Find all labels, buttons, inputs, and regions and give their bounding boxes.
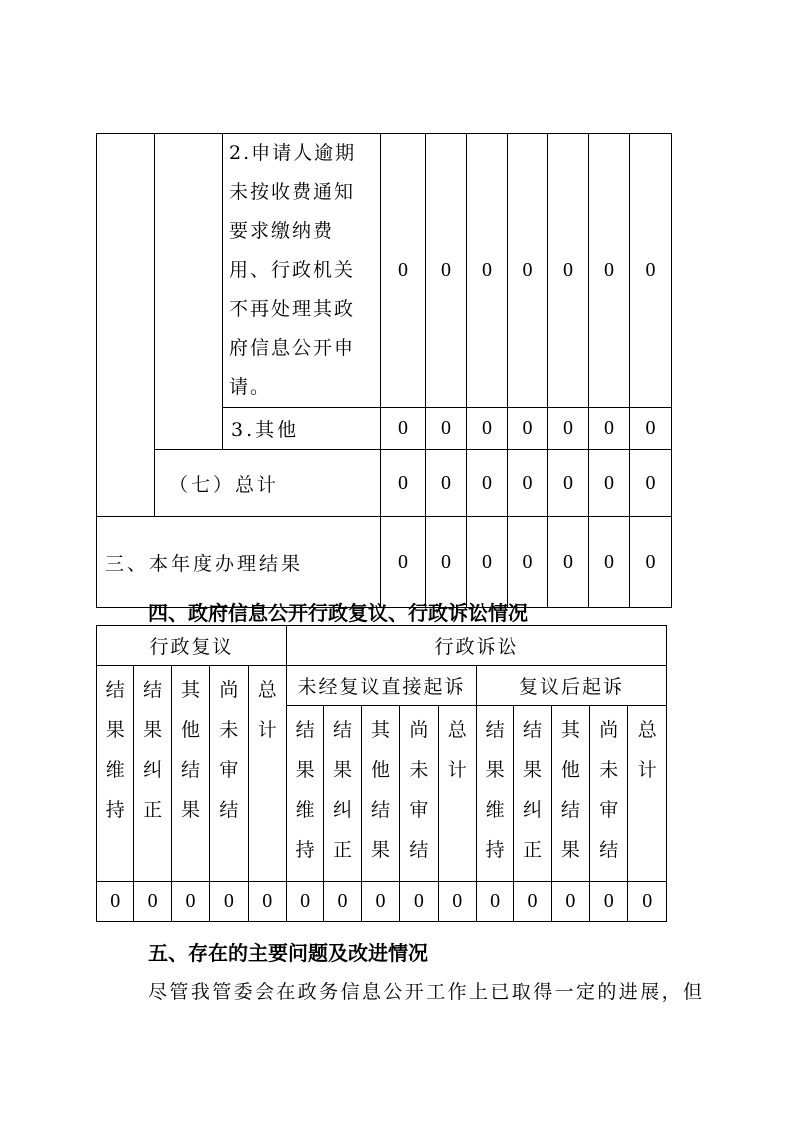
- result-label: 三、本年度办理结果: [97, 517, 381, 608]
- value-cell: 0: [589, 450, 630, 517]
- post-review-suit-header: 复议后起诉: [476, 666, 666, 706]
- value-cell: 0: [381, 134, 426, 408]
- value-cell: 0: [508, 517, 548, 608]
- total-row: [97, 450, 672, 517]
- values-row: [97, 882, 667, 922]
- value-cell: 0: [467, 134, 508, 408]
- value-cell: 0: [438, 882, 476, 922]
- header-row-1: [97, 626, 667, 666]
- post-col-3: 其他结果: [551, 706, 589, 882]
- review-col-3: 其他结果: [171, 666, 209, 882]
- value-cell: 0: [630, 517, 672, 608]
- value-cell: 0: [324, 882, 361, 922]
- admin-review-header: 行政复议: [97, 626, 287, 666]
- reason2-row: [97, 134, 672, 408]
- post-col-5: 总计: [628, 706, 667, 882]
- value-cell: 0: [628, 882, 667, 922]
- value-cell: 0: [426, 408, 467, 450]
- statistics-table-continued: [96, 133, 672, 608]
- value-cell: 0: [548, 517, 589, 608]
- value-cell: 0: [590, 882, 628, 922]
- reason3-label: 3.其他: [223, 408, 381, 450]
- direct-col-2: 结果纠正: [324, 706, 361, 882]
- post-col-2: 结果纠正: [514, 706, 551, 882]
- value-cell: 0: [400, 882, 438, 922]
- value-cell: 0: [630, 134, 672, 408]
- value-cell: 0: [134, 882, 171, 922]
- direct-col-4: 尚未审结: [400, 706, 438, 882]
- reason2-label: 2.申请人逾期未按收费通知要求缴纳费用、行政机关不再处理其政府信息公开申请。: [223, 134, 381, 408]
- section4-heading: 四、政府信息公开行政复议、行政诉讼情况: [148, 601, 528, 625]
- value-cell: 0: [630, 450, 672, 517]
- value-cell: 0: [381, 408, 426, 450]
- value-cell: 0: [467, 450, 508, 517]
- value-cell: 0: [248, 882, 286, 922]
- value-cell: 0: [589, 408, 630, 450]
- value-cell: 0: [508, 408, 548, 450]
- blank-cell: [97, 134, 155, 517]
- value-cell: 0: [551, 882, 589, 922]
- value-cell: 0: [381, 517, 426, 608]
- value-cell: 0: [508, 450, 548, 517]
- direct-col-1: 结果维持: [286, 706, 323, 882]
- value-cell: 0: [381, 450, 426, 517]
- review-col-2: 结果纠正: [134, 666, 171, 882]
- total-label: （七）总计: [155, 450, 381, 517]
- value-cell: 0: [476, 882, 513, 922]
- direct-suit-header: 未经复议直接起诉: [286, 666, 476, 706]
- value-cell: 0: [589, 134, 630, 408]
- value-cell: 0: [548, 408, 589, 450]
- review-col-5: 总计: [248, 666, 286, 882]
- value-cell: 0: [210, 882, 248, 922]
- direct-col-3: 其他结果: [361, 706, 399, 882]
- section5-heading: 五、存在的主要问题及改进情况: [148, 941, 428, 965]
- value-cell: 0: [426, 517, 467, 608]
- value-cell: 0: [508, 134, 548, 408]
- review-litigation-table: [96, 625, 667, 922]
- value-cell: 0: [548, 450, 589, 517]
- value-cell: 0: [286, 882, 323, 922]
- value-cell: 0: [548, 134, 589, 408]
- value-cell: 0: [361, 882, 399, 922]
- post-col-1: 结果维持: [476, 706, 513, 882]
- review-col-4: 尚未审结: [210, 666, 248, 882]
- value-cell: 0: [630, 408, 672, 450]
- value-cell: 0: [467, 517, 508, 608]
- direct-col-5: 总计: [438, 706, 476, 882]
- post-col-4: 尚未审结: [590, 706, 628, 882]
- header-row-2: [97, 666, 667, 706]
- value-cell: 0: [426, 134, 467, 408]
- value-cell: 0: [467, 408, 508, 450]
- result-row: [97, 517, 672, 608]
- value-cell: 0: [514, 882, 551, 922]
- value-cell: 0: [426, 450, 467, 517]
- admin-litigation-header: 行政诉讼: [286, 626, 666, 666]
- review-col-1: 结果维持: [97, 666, 134, 882]
- value-cell: 0: [97, 882, 134, 922]
- section5-paragraph: 尽管我管委会在政务信息公开工作上已取得一定的进展，但: [148, 981, 705, 1003]
- value-cell: 0: [171, 882, 209, 922]
- value-cell: 0: [589, 517, 630, 608]
- blank-cell: [155, 134, 223, 450]
